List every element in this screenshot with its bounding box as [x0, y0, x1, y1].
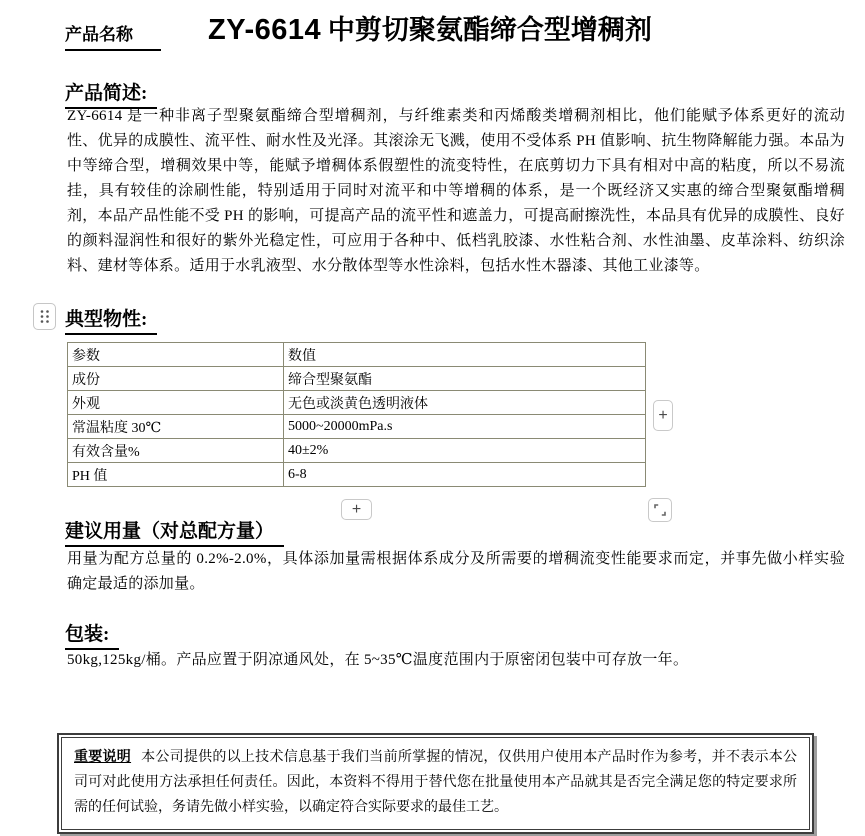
- notice-label: 重要说明: [74, 750, 132, 765]
- table-cell[interactable]: 数值: [284, 343, 646, 367]
- block-drag-handle[interactable]: [33, 303, 56, 330]
- table-cell[interactable]: 成份: [68, 367, 284, 391]
- dosage-heading: 建议用量（对总配方量）: [65, 516, 284, 547]
- table-cell[interactable]: 有效含量%: [68, 439, 284, 463]
- notice-body: 本公司提供的以上技术信息基于我们当前所掌握的情况，仅供用户使用本产品时作为参考，并不表示本公司可对此使用方法承担任何责任。因此，本资料不得用于替代您在批量使用本产品就其是否完全满足您的特定要求所需的任何试验，务请先做小样实验，以确定符合实际要求的最佳工艺。: [74, 750, 797, 815]
- table-row: [68, 367, 646, 391]
- table-cell[interactable]: PH 值: [68, 463, 284, 487]
- packaging-heading: 包装:: [65, 619, 119, 650]
- table-row: [68, 343, 646, 367]
- table-cell[interactable]: 6-8: [284, 463, 646, 487]
- table-cell[interactable]: 常温粘度 30℃: [68, 415, 284, 439]
- product-title-cn: 中剪切聚氨酯缔合型增稠剂: [321, 15, 652, 45]
- product-name-label: 产品名称: [65, 20, 161, 51]
- plus-icon: +: [658, 406, 668, 424]
- page-title: [208, 8, 652, 47]
- table-cell[interactable]: 外观: [68, 391, 284, 415]
- important-notice-content: [61, 737, 810, 830]
- table-cell[interactable]: 缔合型聚氨酯: [284, 367, 646, 391]
- important-notice-box: [57, 733, 814, 834]
- overview-paragraph: ZY-6614 是一种非离子型聚氨酯缔合型增稠剂，与纤维素类和丙烯酸类增稠剂相比，他们能赋予体系更好的流动性、优异的成膜性、流平性、耐水性及光泽。其滚涂无飞溅，使用不受体系 PH 值影响、抗生物降解能力强。本品为中等缔合型，增稠效果中等，能赋予增稠体系假塑性的流变特性，在底剪切力下具有相对中高的粘度，所以不易流挂，具有较佳的涂刷性能，特别适用于同时对流平和中等增稠的体系，是一个既经济又实惠的缔合型聚氨酯增稠剂，本品产品性能不受 PH 的影响，可提高产品的流平性和遮盖力，可提高耐擦洗性，本品具有优异的成膜性、良好的颜料湿润性和很好的紫外光稳定性，可应用于各种中、低档乳胶漆、水性粘合剂、水性油墨、皮革涂料、纺织涂料、建材等体系。适用于水乳液型、水分散体型等水性涂料，包括水性木器漆、其他工业漆等。: [67, 108, 845, 274]
- dosage-paragraph: 用量为配方总量的 0.2%-2.0%，具体添加量需根据体系成分及所需要的增稠流变性能要求而定，并事先做小样实验确定最适的添加量。: [67, 551, 845, 592]
- expand-icon: [654, 504, 666, 516]
- product-model: ZY-6614: [208, 14, 322, 46]
- properties-heading: 典型物性:: [65, 304, 157, 335]
- add-column-button[interactable]: [653, 400, 673, 431]
- drag-dots-icon: [39, 309, 50, 324]
- table-row: [68, 463, 646, 487]
- table-cell[interactable]: 5000~20000mPa.s: [284, 415, 646, 439]
- table-row: [68, 415, 646, 439]
- table-cell[interactable]: 无色或淡黄色透明液体: [284, 391, 646, 415]
- table-row: [68, 439, 646, 463]
- overview-heading: 产品简述:: [65, 78, 157, 109]
- add-row-button[interactable]: [341, 499, 372, 520]
- table-row: [68, 391, 646, 415]
- plus-icon: +: [351, 500, 362, 518]
- packaging-paragraph: 50kg,125kg/桶。产品应置于阴凉通风处，在 5~35℃温度范围内于原密闭包装中可存放一年。: [67, 652, 689, 668]
- table-cell[interactable]: 参数: [68, 343, 284, 367]
- table-cell[interactable]: 40±2%: [284, 439, 646, 463]
- properties-table: [67, 342, 646, 487]
- expand-table-button[interactable]: [648, 498, 672, 522]
